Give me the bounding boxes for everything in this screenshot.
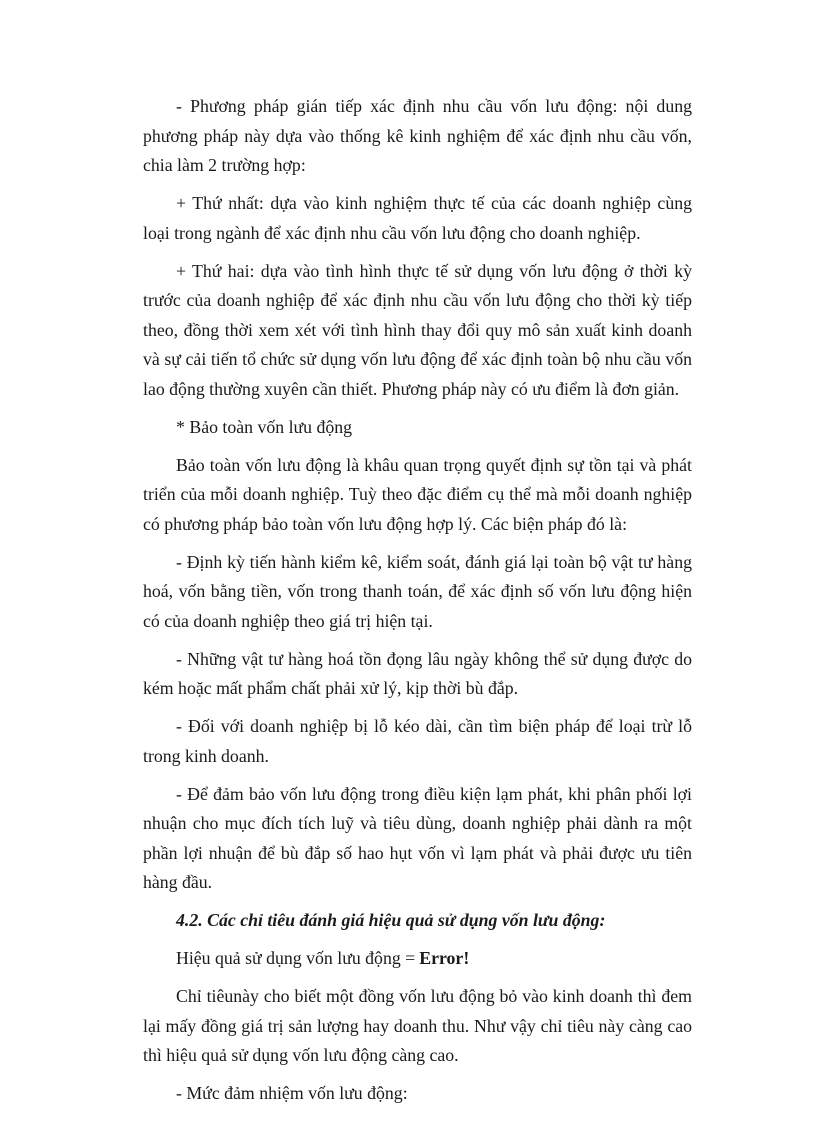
- formula-label: Hiệu quả sử dụng vốn lưu động =: [176, 948, 416, 968]
- paragraph-measure-stagnant-goods: - Những vật tư hàng hoá tồn đọng lâu ngày không thể sử dụng được do kém hoặc mất phẩm chất phải xử lý, kịp thời bù đắp.: [143, 648, 692, 698]
- paragraph-measure-inflation: - Để đảm bảo vốn lưu động trong điều kiện lạm phát, khi phân phối lợi nhuận cho mục đích tích luỹ và tiêu dùng, doanh nghiệp phải dành ra một phần lợi nhuận để bù đắp số hao hụt vốn vì lạm phát và phải được ưu tiên hàng đầu.: [143, 783, 692, 892]
- paragraph-measure-inventory: - Định kỳ tiến hành kiểm kê, kiểm soát, đánh giá lại toàn bộ vật tư hàng hoá, vốn bằng tiền, vốn trong thanh toán, để xác định số vốn lưu động hiện có của doanh nghiệp theo giá trị hiện tại.: [143, 551, 692, 631]
- page-body: [143, 92, 692, 1117]
- paragraph-case-first: + Thứ nhất: dựa vào kinh nghiệm thực tế của các doanh nghiệp cùng loại trong ngành để xác định nhu cầu vốn lưu động cho doanh nghiệp.: [143, 193, 692, 243]
- paragraph-case-second: + Thứ hai: dựa vào tình hình thực tế sử dụng vốn lưu động ở thời kỳ trước của doanh nghiệp để xác định nhu cầu vốn lưu động cho thời kỳ tiếp theo, đồng thời xem xét với tình hình thay đổi quy mô sản xuất kinh doanh và sự cải tiến tổ chức sử dụng vốn lưu động để xác định toàn bộ nhu cầu vốn lao động thường xuyên cần thiết. Phương pháp này có ưu điểm là đơn giản.: [143, 260, 692, 399]
- section-heading: 4.2. Các chỉ tiêu đánh giá hiệu quả sử dụng vốn lưu động:: [176, 910, 606, 930]
- formula-error-value: Error!: [419, 948, 470, 968]
- paragraph-measure-losses: - Đối với doanh nghiệp bị lỗ kéo dài, cần tìm biện pháp để loại trừ lỗ trong kinh doanh.: [143, 716, 692, 766]
- paragraph-indicator-explanation: Chỉ tiêunày cho biết một đồng vốn lưu động bỏ vào kinh doanh thì đem lại mấy đồng giá trị sản lượng hay doanh thu. Như vậy chỉ tiêu này càng cao thì hiệu quả sử dụng vốn lưu động càng cao.: [143, 986, 692, 1065]
- paragraph-indirect-method: - Phương pháp gián tiếp xác định nhu cầu vốn lưu động: nội dung phương pháp này dựa vào thống kê kinh nghiệm để xác định nhu cầu vốn, chia làm 2 trường hợp:: [143, 96, 692, 175]
- formula-line: [143, 944, 692, 974]
- paragraph-capital-burden: - Mức đảm nhiệm vốn lưu động:: [176, 1083, 408, 1103]
- paragraph-preservation-intro: Bảo toàn vốn lưu động là khâu quan trọng quyết định sự tồn tại và phát triển của mỗi doanh nghiệp. Tuỳ theo đặc điểm cụ thể mà mỗi doanh nghiệp có phương pháp bảo toàn vốn lưu động hợp lý. Các biện pháp đó là:: [143, 454, 692, 534]
- paragraph-subheading-preservation: * Bảo toàn vốn lưu động: [176, 416, 353, 437]
